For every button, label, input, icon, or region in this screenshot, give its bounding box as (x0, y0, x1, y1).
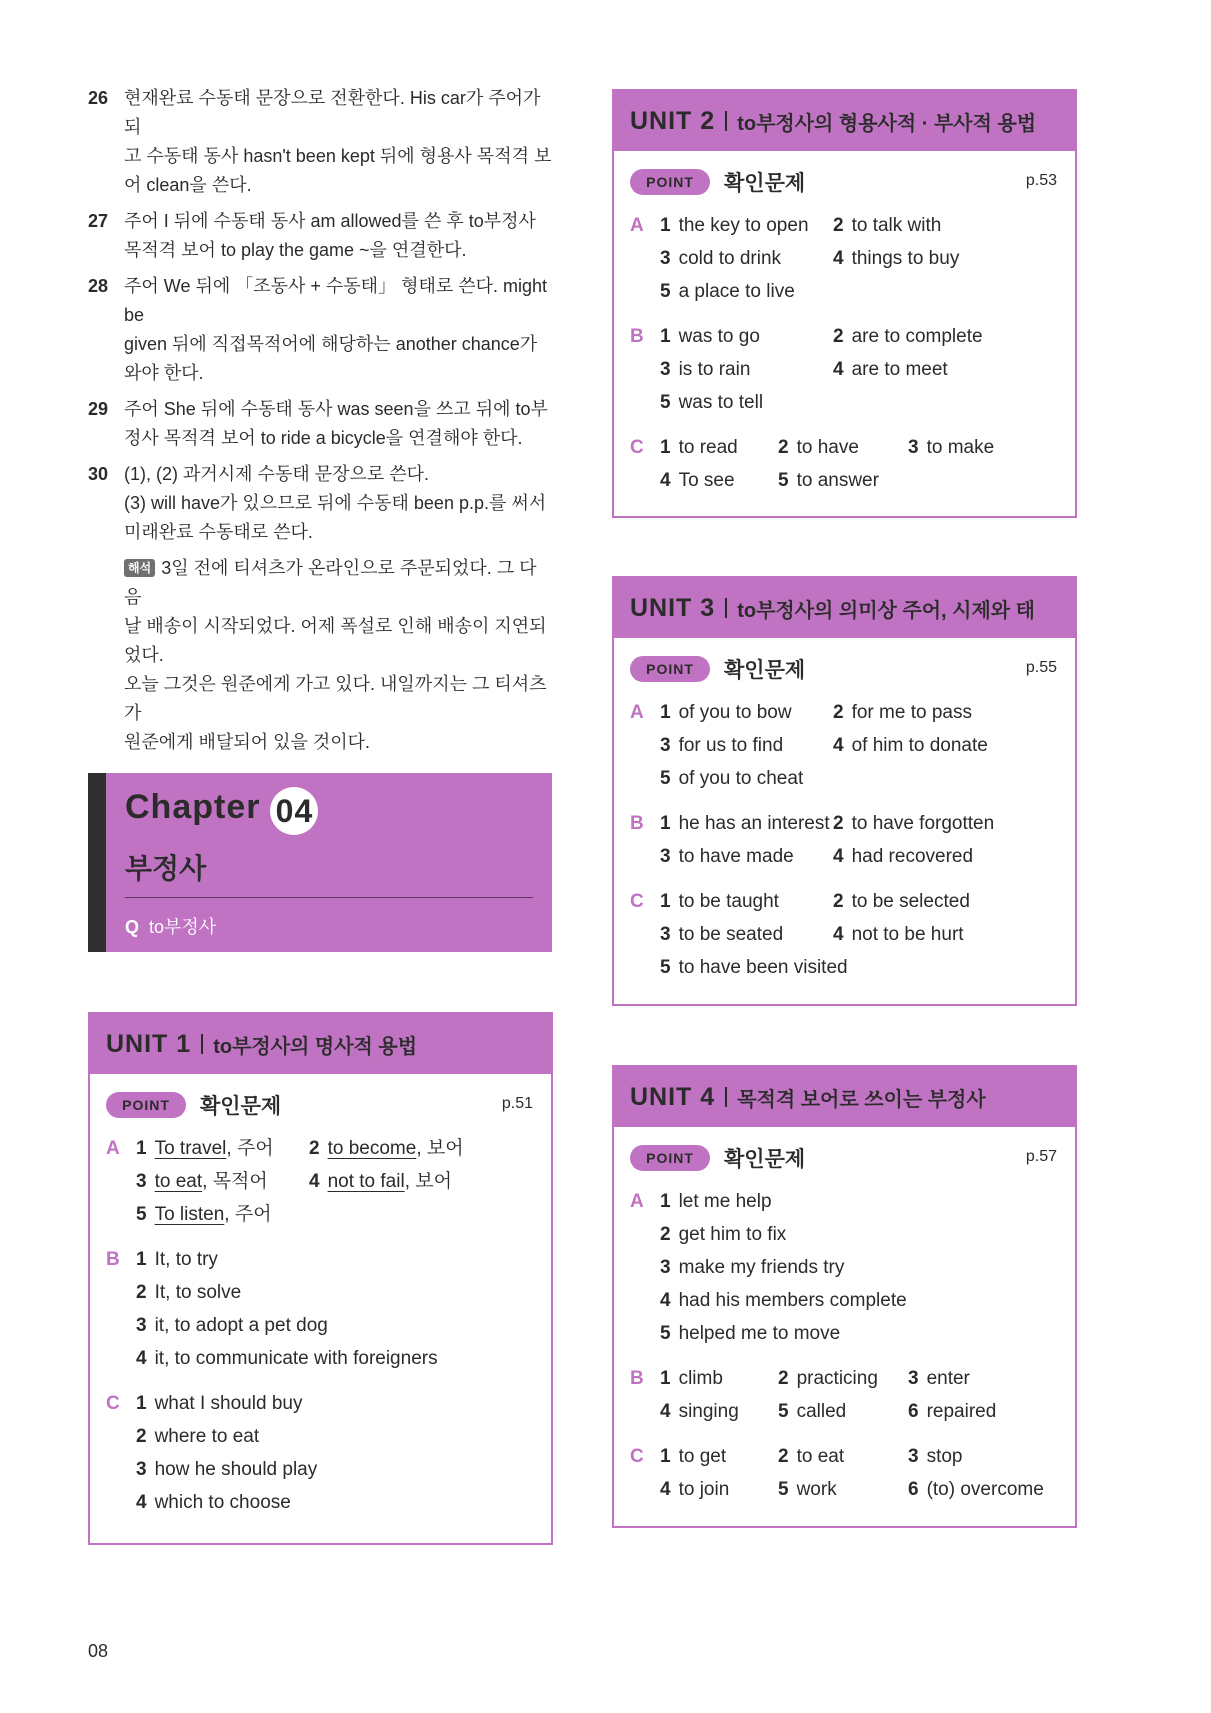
answer-number: 5 (660, 1323, 671, 1344)
point-badge: POINT (630, 169, 710, 195)
unit-title: 목적격 보어로 쓰이는 부정사 (737, 1088, 986, 1111)
section-letter: C (106, 1393, 120, 1414)
answer-text: not to be hurt (851, 924, 964, 945)
note-text: 주어 We 뒤에 「조동사 + 수동태」 형태로 쓴다. might be given 뒤에 직접목적어에 해당하는 another chance가 와야 한다. (124, 276, 548, 383)
answer-number: 2 (833, 215, 844, 236)
section-gap (614, 984, 1075, 994)
answer-item (660, 762, 833, 795)
unit-box-1 (88, 1012, 553, 1545)
answer-item (660, 885, 833, 918)
answer-text: repaired (926, 1401, 997, 1422)
answer-text: To see (678, 470, 735, 491)
answer-section-b (614, 807, 1075, 873)
answer-text: let me help (678, 1191, 772, 1212)
note-text: (1), (2) 과거시제 수동태 문장으로 쓴다. (3) will have가 있으므로 뒤에 수동태 been p.p.를 써서 미래완료 수동태로 쓴다. (124, 464, 547, 542)
point-title: 확인문제 (724, 1148, 806, 1171)
answer-item (660, 242, 833, 275)
answer-item (136, 1342, 551, 1375)
answer-text: to have (796, 437, 859, 458)
chapter-title (125, 787, 318, 835)
answer-text: to be selected (851, 891, 970, 912)
answer-item (136, 1486, 551, 1519)
answer-item (833, 918, 1075, 951)
answer-section-c (90, 1387, 551, 1519)
answer-text: of you to cheat (678, 768, 804, 789)
answer-text: had his members complete (678, 1290, 907, 1311)
answer-text: which to choose (154, 1492, 291, 1513)
translation-text: 3일 전에 티셔츠가 온라인으로 주문되었다. 그 다음 날 배송이 시작되었다. 어제 폭설로 인해 배송이 지연되었다. 오늘 그것은 원준에게 가고 있다. 내일까지는 그 티셔츠가 원준에게 배달되어 있을 것이다. (124, 558, 547, 752)
answer-item (309, 1132, 551, 1165)
answer-grid (660, 431, 1075, 497)
answer-item (833, 885, 1075, 918)
answer-text: to answer (796, 470, 879, 491)
answer-underlined: to eat (154, 1171, 203, 1192)
answer-text: is to rain (678, 359, 751, 380)
point-row (614, 1127, 1075, 1183)
unit-label: UNIT 3 (630, 593, 716, 622)
answer-number: 2 (136, 1282, 147, 1303)
section-gap (614, 419, 1075, 429)
answer-number: 2 (660, 1224, 671, 1245)
answer-grid (660, 885, 1075, 984)
section-letter: B (106, 1249, 120, 1270)
answer-number: 5 (660, 768, 671, 789)
answer-section-b (614, 320, 1075, 419)
answer-text: it, to adopt a pet dog (154, 1315, 328, 1336)
answer-number: 3 (660, 359, 671, 380)
answer-text: make my friends try (678, 1257, 845, 1278)
answer-item (833, 242, 1075, 275)
answer-number: 1 (660, 1368, 671, 1389)
unit-separator (725, 111, 727, 131)
section-gap (614, 1428, 1075, 1438)
answer-text: it, to communicate with foreigners (154, 1348, 438, 1369)
answer-section-c (614, 885, 1075, 984)
section-letter: C (630, 437, 644, 458)
point-row (614, 151, 1075, 207)
answer-number: 5 (136, 1204, 147, 1225)
note-number: 28 (88, 276, 109, 296)
answer-text: get him to fix (678, 1224, 787, 1245)
answer-item (833, 807, 1075, 840)
section-letter: B (630, 326, 644, 347)
answer-item (660, 918, 833, 951)
answer-text: work (796, 1479, 837, 1500)
answer-number: 1 (136, 1393, 147, 1414)
answer-text: to get (678, 1446, 727, 1467)
answer-number: 1 (660, 813, 671, 834)
page-reference: p.53 (1025, 172, 1057, 189)
point-badge: POINT (630, 1145, 710, 1171)
note-number: 27 (88, 211, 109, 231)
answer-number: 3 (660, 1257, 671, 1278)
chapter-title-text: Chapter (125, 788, 261, 826)
answer-number: 4 (833, 248, 844, 269)
note-number: 29 (88, 399, 109, 419)
answer-item (136, 1165, 309, 1198)
answer-item (833, 840, 1075, 873)
answer-item (908, 1440, 1075, 1473)
answer-item (660, 1284, 1075, 1317)
answer-text: where to eat (154, 1426, 260, 1447)
answer-number: 1 (136, 1138, 147, 1159)
unit-box-4 (612, 1065, 1077, 1528)
answer-item (778, 1473, 908, 1506)
chapter-topic-text: to부정사 (149, 917, 217, 937)
answer-text: , 목적어 (202, 1171, 268, 1192)
note-item (88, 460, 552, 547)
answer-number: 5 (778, 1479, 789, 1500)
answer-item (660, 464, 778, 497)
point-row (614, 638, 1075, 694)
answer-grid (660, 1362, 1075, 1428)
answer-item (660, 1473, 778, 1506)
point-badge: POINT (630, 656, 710, 682)
section-gap (90, 1519, 551, 1529)
section-gap (614, 795, 1075, 805)
answer-item (778, 464, 908, 497)
unit-label: UNIT 4 (630, 1082, 716, 1111)
answer-number: 4 (136, 1492, 147, 1513)
answer-number: 1 (660, 215, 671, 236)
answer-item (136, 1420, 551, 1453)
section-gap (614, 497, 1075, 507)
answer-text: of him to donate (851, 735, 988, 756)
answer-number: 1 (660, 702, 671, 723)
chapter-topic-label: Q (125, 917, 140, 937)
explanation-notes (88, 84, 552, 757)
answer-item (660, 696, 833, 729)
answer-section-a (614, 209, 1075, 308)
answer-item (660, 275, 833, 308)
answer-section-a (614, 696, 1075, 795)
answer-text: to read (678, 437, 738, 458)
page-reference: p.57 (1025, 1148, 1057, 1165)
answer-grid (660, 696, 1075, 795)
answer-number: 2 (833, 891, 844, 912)
note-text: 현재완료 수동태 문장으로 전환한다. His car가 주어가 되 고 수동태 동사 hasn't been kept 뒤에 형용사 목적격 보 어 clean을 쓴다. (124, 88, 552, 195)
answer-text: for me to pass (851, 702, 972, 723)
unit-label: UNIT 2 (630, 106, 716, 135)
chapter-topic (125, 913, 216, 939)
answer-item (660, 951, 848, 984)
answer-number: 4 (833, 735, 844, 756)
answer-number: 6 (908, 1479, 919, 1500)
page-reference: p.55 (1025, 659, 1057, 676)
answer-number: 6 (908, 1401, 919, 1422)
point-title: 확인문제 (200, 1095, 282, 1118)
section-letter: B (630, 1368, 644, 1389)
section-gap (90, 1375, 551, 1385)
answer-number: 3 (136, 1315, 147, 1336)
answer-text: , 보어 (404, 1171, 452, 1192)
answer-number: 4 (660, 1401, 671, 1422)
answer-grid (660, 1185, 1075, 1350)
unit-separator (201, 1034, 203, 1054)
note-number: 30 (88, 464, 109, 484)
answer-text: to have been visited (678, 957, 848, 978)
unit-title: to부정사의 형용사적 · 부사적 용법 (737, 112, 1037, 135)
answer-section-b (90, 1243, 551, 1375)
answer-text: a place to live (678, 281, 795, 302)
section-letter: A (630, 702, 644, 723)
answer-item (660, 431, 778, 464)
answer-item (660, 1185, 1075, 1218)
chapter-divider (125, 897, 533, 898)
answer-grid (660, 1440, 1075, 1506)
section-gap (614, 1350, 1075, 1360)
section-gap (90, 1231, 551, 1241)
note-item (88, 84, 552, 200)
answer-text: are to meet (851, 359, 948, 380)
answer-text: called (796, 1401, 847, 1422)
answer-grid (136, 1132, 551, 1231)
section-letter: C (630, 891, 644, 912)
answer-text: what I should buy (154, 1393, 303, 1414)
answer-item (136, 1309, 551, 1342)
note-item (88, 207, 552, 265)
answer-number: 1 (660, 891, 671, 912)
answer-item (136, 1453, 551, 1486)
answer-item (778, 1395, 908, 1428)
answer-item (660, 209, 833, 242)
answer-text: to have forgotten (851, 813, 995, 834)
section-gap (614, 1506, 1075, 1516)
answer-text: , 보어 (416, 1138, 464, 1159)
answer-number: 1 (660, 326, 671, 347)
answer-item (833, 696, 1075, 729)
answer-text: , 주어 (226, 1138, 274, 1159)
answer-text: practicing (796, 1368, 878, 1389)
note-number: 26 (88, 88, 109, 108)
answer-text: how he should play (154, 1459, 318, 1480)
answer-underlined: To travel (154, 1138, 227, 1159)
translation-badge: 해석 (124, 559, 155, 577)
unit-separator (725, 1087, 727, 1107)
answer-text: climb (678, 1368, 723, 1389)
answer-number: 2 (778, 437, 789, 458)
answer-text: It, to solve (154, 1282, 242, 1303)
unit-label: UNIT 1 (106, 1029, 192, 1058)
unit-title: to부정사의 명사적 용법 (213, 1035, 418, 1058)
point-title: 확인문제 (724, 172, 806, 195)
answer-text: are to complete (851, 326, 983, 347)
answer-text: the key to open (678, 215, 809, 236)
page-reference: p.51 (501, 1095, 533, 1112)
answer-item (309, 1165, 551, 1198)
answer-text: to be seated (678, 924, 784, 945)
answer-underlined: not to fail (327, 1171, 405, 1192)
unit-separator (725, 598, 727, 618)
answer-item (908, 1362, 1075, 1395)
answer-number: 4 (136, 1348, 147, 1369)
answer-text: he has an interest (678, 813, 830, 834)
answer-text: to have made (678, 846, 794, 867)
answer-number: 2 (778, 1446, 789, 1467)
answer-section-c (614, 431, 1075, 497)
answer-item (660, 1362, 778, 1395)
answer-number: 3 (660, 924, 671, 945)
answer-number: 4 (660, 1290, 671, 1311)
answer-number: 2 (136, 1426, 147, 1447)
answer-number: 4 (833, 924, 844, 945)
answer-number: 2 (833, 702, 844, 723)
answer-item (660, 1440, 778, 1473)
answer-number: 4 (660, 470, 671, 491)
note-item (88, 395, 552, 453)
answer-number: 2 (309, 1138, 320, 1159)
section-letter: C (630, 1446, 644, 1467)
answer-section-a (614, 1185, 1075, 1350)
answer-item (136, 1132, 309, 1165)
answer-number: 3 (660, 846, 671, 867)
answer-item (660, 1218, 1075, 1251)
answer-text: to eat (796, 1446, 845, 1467)
answer-section-a (90, 1132, 551, 1231)
chapter-subtitle: 부정사 (125, 853, 207, 884)
answer-item (660, 1395, 778, 1428)
answer-text: enter (926, 1368, 970, 1389)
answer-item (660, 386, 833, 419)
answer-item (660, 729, 833, 762)
answer-number: 3 (660, 735, 671, 756)
answer-text: for us to find (678, 735, 784, 756)
answer-number: 2 (833, 813, 844, 834)
chapter-side-bar (88, 773, 106, 952)
point-badge: POINT (106, 1092, 186, 1118)
answer-text: It, to try (154, 1249, 218, 1270)
answer-text: , 주어 (224, 1204, 272, 1225)
answer-number: 5 (778, 470, 789, 491)
answer-item (136, 1243, 551, 1276)
answer-number: 1 (660, 1446, 671, 1467)
answer-item (908, 1395, 1075, 1428)
answer-grid (136, 1243, 551, 1375)
answer-number: 4 (309, 1171, 320, 1192)
note-text: 주어 I 뒤에 수동태 동사 am allowed를 쓴 후 to부정사 목적격 보어 to play the game ~을 연결한다. (124, 211, 536, 260)
answer-item (660, 1317, 1075, 1350)
answer-text: to make (926, 437, 995, 458)
answer-text: was to go (678, 326, 760, 347)
answer-number: 5 (660, 957, 671, 978)
answer-text: (to) overcome (926, 1479, 1044, 1500)
answer-text: to be taught (678, 891, 779, 912)
answer-text: of you to bow (678, 702, 792, 723)
answer-item (660, 1251, 1075, 1284)
unit-header (614, 1067, 1075, 1127)
answer-number: 4 (833, 359, 844, 380)
answer-number: 4 (660, 1479, 671, 1500)
answer-section-c (614, 1440, 1075, 1506)
answer-text: things to buy (851, 248, 960, 269)
answer-number: 1 (660, 437, 671, 458)
note-item (88, 272, 552, 388)
answer-item (833, 209, 1075, 242)
answer-text: stop (926, 1446, 963, 1467)
answer-item (136, 1198, 309, 1231)
answer-text: to join (678, 1479, 730, 1500)
answer-underlined: to become (327, 1138, 417, 1159)
answer-item (778, 1440, 908, 1473)
answer-number: 3 (660, 248, 671, 269)
note-text: 주어 She 뒤에 수동태 동사 was seen을 쓰고 뒤에 to부 정사 목적격 보어 to ride a bicycle을 연결해야 한다. (124, 399, 548, 448)
answer-number: 1 (660, 1191, 671, 1212)
unit-header (90, 1014, 551, 1074)
chapter-header (88, 773, 552, 952)
page-number: 08 (88, 1641, 109, 1661)
answer-text: helped me to move (678, 1323, 841, 1344)
answer-number: 5 (660, 392, 671, 413)
answer-number: 1 (136, 1249, 147, 1270)
answer-number: 2 (833, 326, 844, 347)
answer-number: 3 (136, 1459, 147, 1480)
answer-number: 3 (908, 1446, 919, 1467)
unit-title: to부정사의 의미상 주어, 시제와 태 (737, 599, 1036, 622)
answer-number: 5 (778, 1401, 789, 1422)
answer-grid (136, 1387, 551, 1519)
answer-item (833, 320, 1075, 353)
section-letter: A (106, 1138, 120, 1159)
answer-grid (660, 209, 1075, 308)
answer-underlined: To listen (154, 1204, 225, 1225)
answer-text: had recovered (851, 846, 974, 867)
answer-item (660, 840, 833, 873)
answer-number: 2 (778, 1368, 789, 1389)
point-title: 확인문제 (724, 659, 806, 682)
answer-grid (660, 807, 1075, 873)
answer-text: was to tell (678, 392, 764, 413)
answer-number: 5 (660, 281, 671, 302)
answer-text: cold to drink (678, 248, 782, 269)
answer-text: to talk with (851, 215, 942, 236)
answer-item (778, 1362, 908, 1395)
unit-box-3 (612, 576, 1077, 1006)
section-letter: A (630, 215, 644, 236)
chapter-number-badge: 04 (270, 787, 318, 835)
point-row (90, 1074, 551, 1130)
section-gap (614, 308, 1075, 318)
section-letter: B (630, 813, 644, 834)
answer-text: singing (678, 1401, 739, 1422)
answer-item (660, 807, 833, 840)
answer-number: 3 (136, 1171, 147, 1192)
answer-grid (660, 320, 1075, 419)
answer-number: 3 (908, 437, 919, 458)
translation-block (124, 554, 552, 757)
unit-header (614, 91, 1075, 151)
unit-box-2 (612, 89, 1077, 518)
section-letter: A (630, 1191, 644, 1212)
answer-item (908, 431, 1075, 464)
unit-header (614, 578, 1075, 638)
answer-item (778, 431, 908, 464)
answer-section-b (614, 1362, 1075, 1428)
answer-item (833, 353, 1075, 386)
answer-number: 3 (908, 1368, 919, 1389)
answer-item (833, 729, 1075, 762)
answer-item (136, 1276, 551, 1309)
answer-item (908, 1473, 1075, 1506)
section-gap (614, 873, 1075, 883)
answer-item (660, 320, 833, 353)
answer-item (136, 1387, 551, 1420)
answer-number: 4 (833, 846, 844, 867)
answer-item (660, 353, 833, 386)
